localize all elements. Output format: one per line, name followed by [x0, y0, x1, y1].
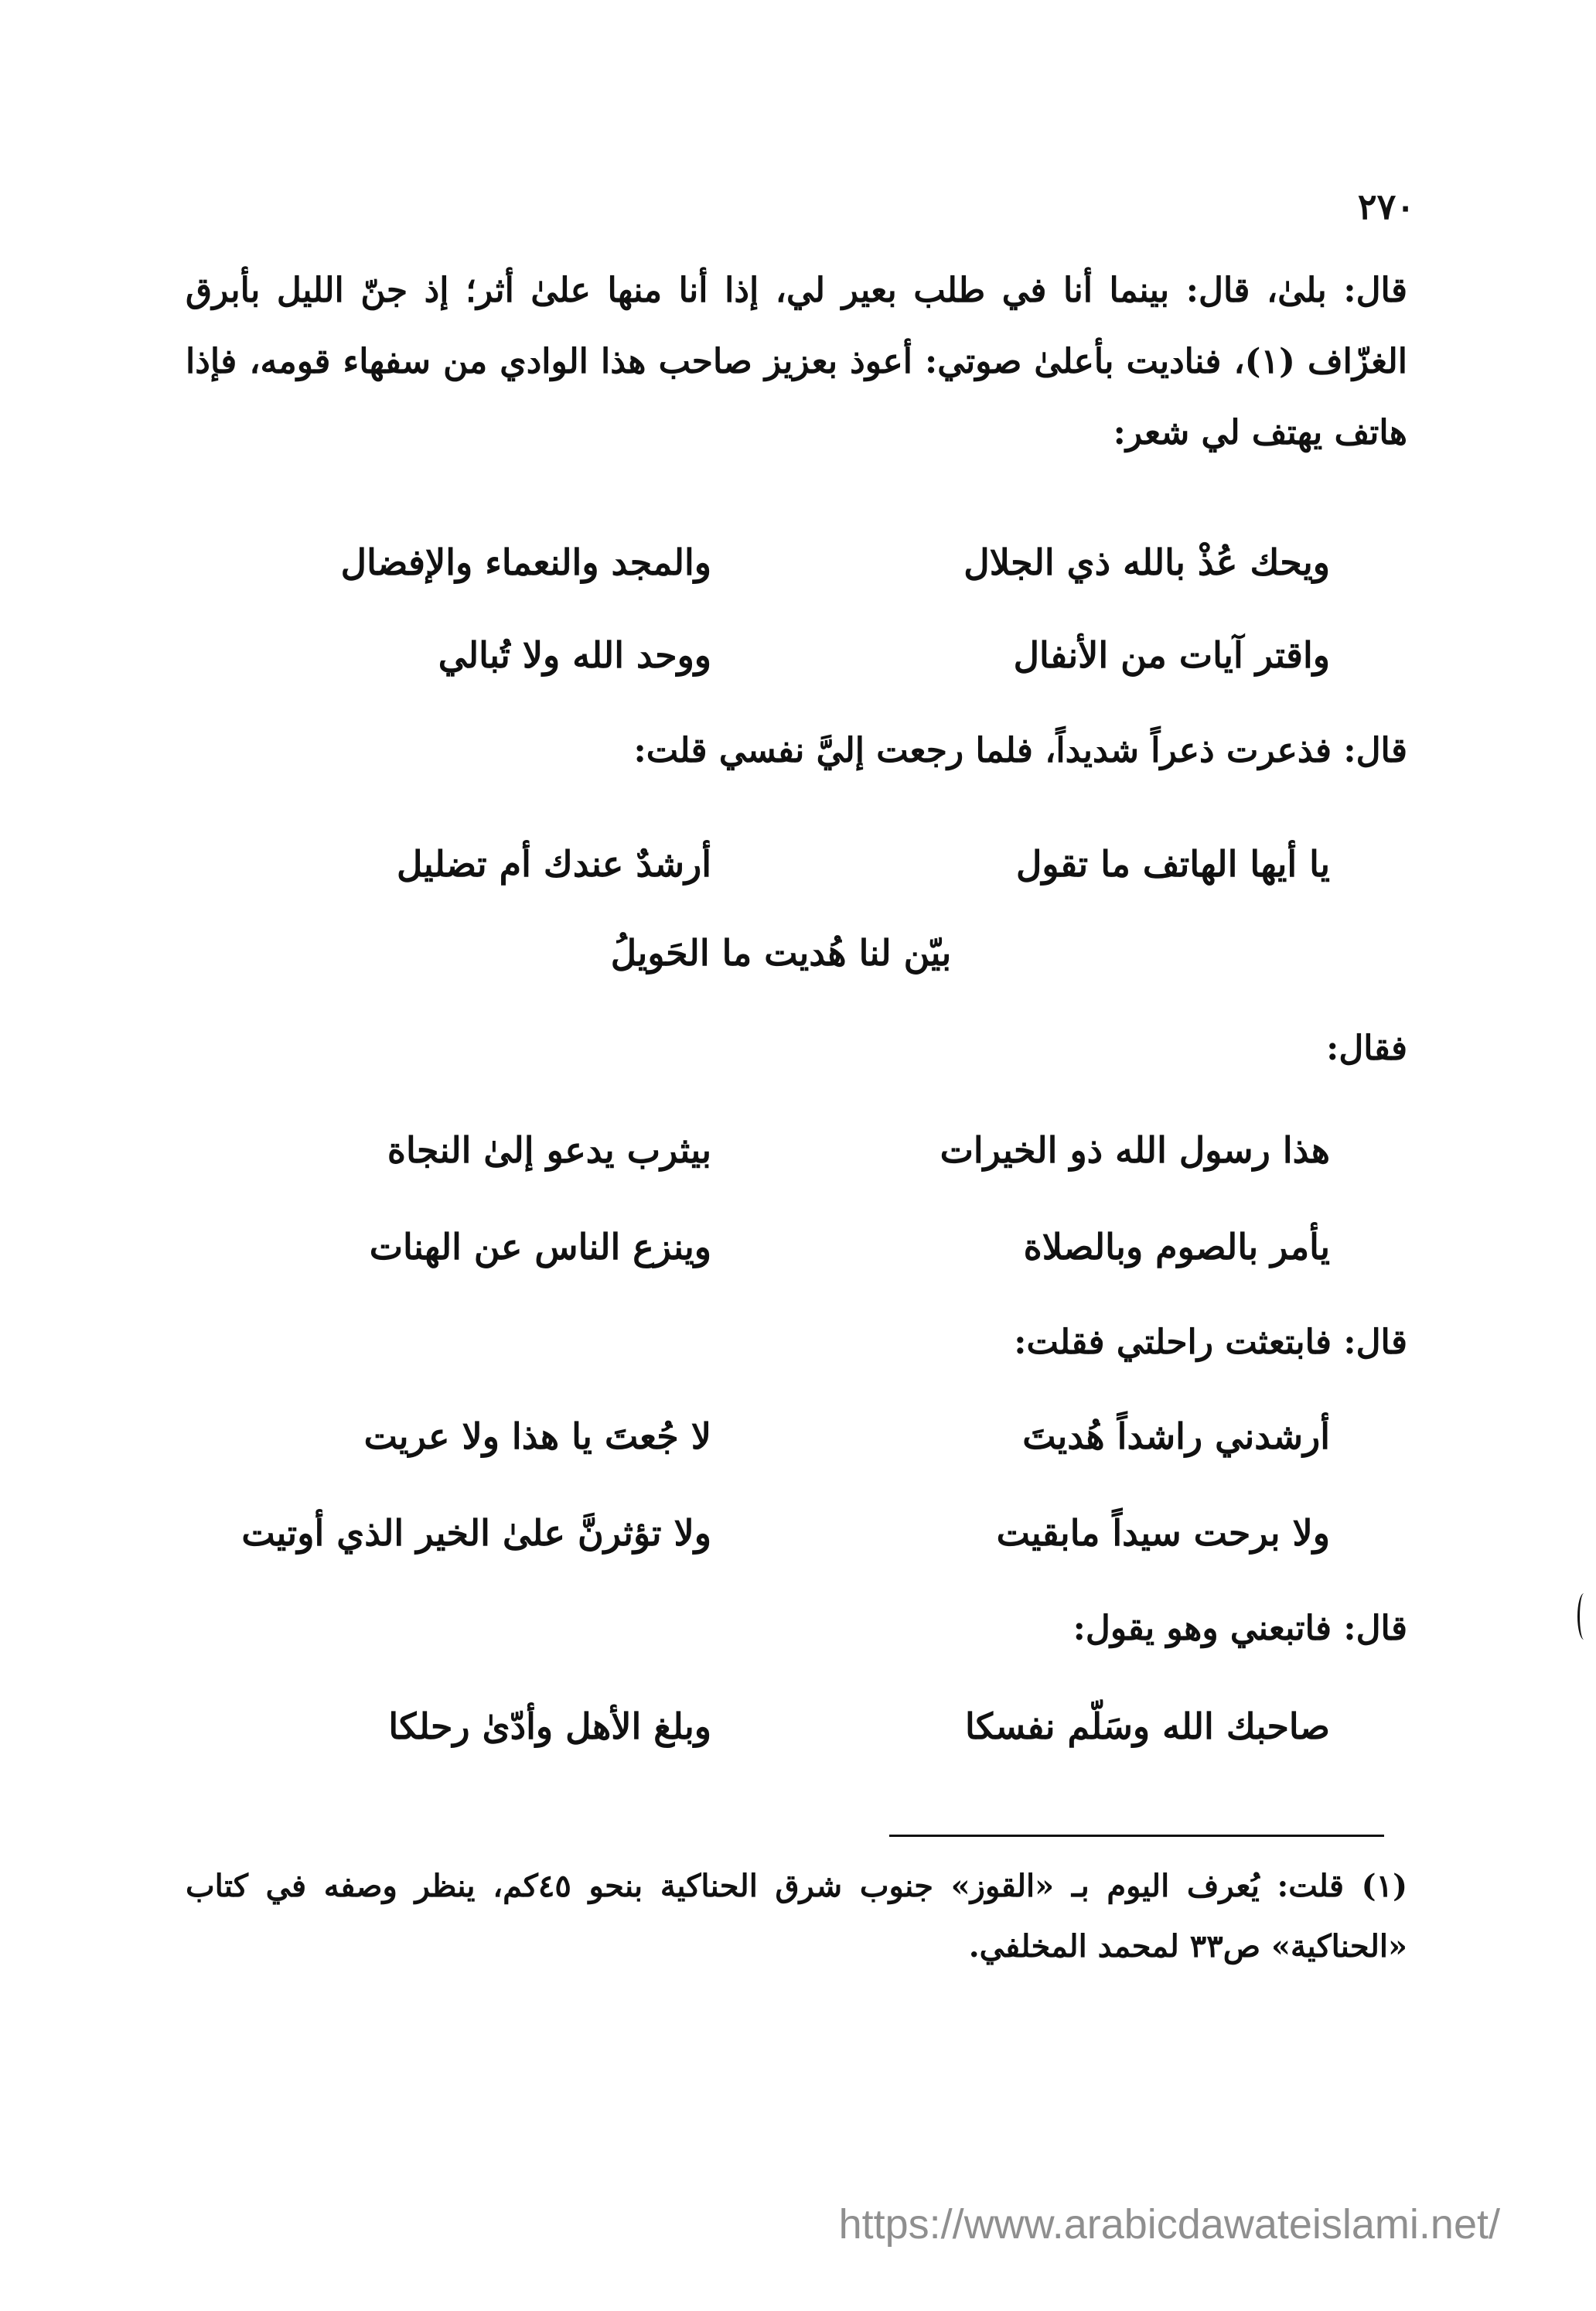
page-number: ٢٧٠	[1357, 186, 1415, 227]
verse-8	[232, 1705, 1330, 1767]
verse-3-second-hemistich: أرشدٌ عندك أم تضليل	[396, 843, 711, 885]
verse-1-first-hemistich: ويحك عُذْ بالله ذي الجلال	[963, 541, 1330, 583]
verse-7-first-hemistich: ولا برحت سيداً مابقيت	[996, 1512, 1330, 1554]
narration-line-4: قال: فابتعثت راحلتي فقلت:	[1014, 1323, 1407, 1362]
verse-7-second-hemistich: ولا تؤثرنَّ علىٰ الخير الذي أوتيت	[241, 1512, 711, 1554]
narration-line-5: قال: فاتبعني وهو يقول:	[1073, 1609, 1407, 1648]
verse-8-second-hemistich: وبلغ الأهل وأدّىٰ رحلكا	[388, 1705, 711, 1747]
verse-2	[232, 634, 1330, 696]
verse-4-second-hemistich: بيثرب يدعو إلىٰ النجاة	[387, 1129, 711, 1171]
narration-line-2: قال: فذعرت ذعراً شديداً، فلما رجعت إليَّ نفسي قلت:	[633, 731, 1407, 770]
verse-6-second-hemistich: لا جُعتَ يا هذا ولا عريت	[363, 1415, 711, 1457]
footnote-divider	[889, 1835, 1384, 1837]
verse-7	[232, 1512, 1330, 1574]
verse-4	[232, 1129, 1330, 1191]
narration-line-3: فقال:	[1326, 1029, 1407, 1068]
verse-5-second-hemistich: وينزع الناس عن الهنات	[369, 1226, 711, 1268]
verse-1-second-hemistich: والمجد والنعماء والإفضال	[340, 541, 711, 583]
verse-8-first-hemistich: صاحبك الله وسَلّم نفسكا	[964, 1705, 1330, 1747]
verse-3	[232, 843, 1330, 905]
verse-3-first-hemistich: يا أيها الهاتف ما تقول	[1015, 843, 1330, 885]
verse-5	[232, 1226, 1330, 1288]
verse-3-closing-line: بيّن لنا هُديت ما الحَويلُ	[610, 932, 952, 974]
verse-2-first-hemistich: واقتر آيات من الأنفال	[1013, 634, 1330, 676]
intro-paragraph: قال: بلىٰ، قال: بينما أنا في طلب بعير لي، إذا أنا منها علىٰ أثر؛ إذ جنّ الليل بأبرق الغزّاف (١)، فناديت بأعلىٰ صوتي: أعوذ بعزيز صاحب هذا الوادي من سفهاء قومه، فإذا هاتف يهتف لي شعر:	[186, 271, 1407, 452]
footnote: (١) قلت: يُعرف اليوم بـ «القوز» جنوب شرق الحناكية بنحو ٤٥كم، ينظر وصفه في كتاب «الحناكية» ص٣٣ لمحمد المخلفي.	[186, 1868, 1407, 1965]
verse-4-first-hemistich: هذا رسول الله ذو الخيرات	[940, 1129, 1330, 1171]
verse-5-first-hemistich: يأمر بالصوم وبالصلاة	[1023, 1226, 1330, 1268]
verse-6-first-hemistich: أرشدني راشداً هُديتَ	[1022, 1415, 1330, 1457]
verse-1	[232, 541, 1330, 603]
watermark-url: https://www.arabicdawateislami.net/	[838, 2201, 1500, 2248]
verse-6	[232, 1415, 1330, 1477]
verse-2-second-hemistich: ووحد الله ولا تُبالي	[438, 634, 711, 676]
scan-edge-mark	[1577, 1593, 1591, 1640]
